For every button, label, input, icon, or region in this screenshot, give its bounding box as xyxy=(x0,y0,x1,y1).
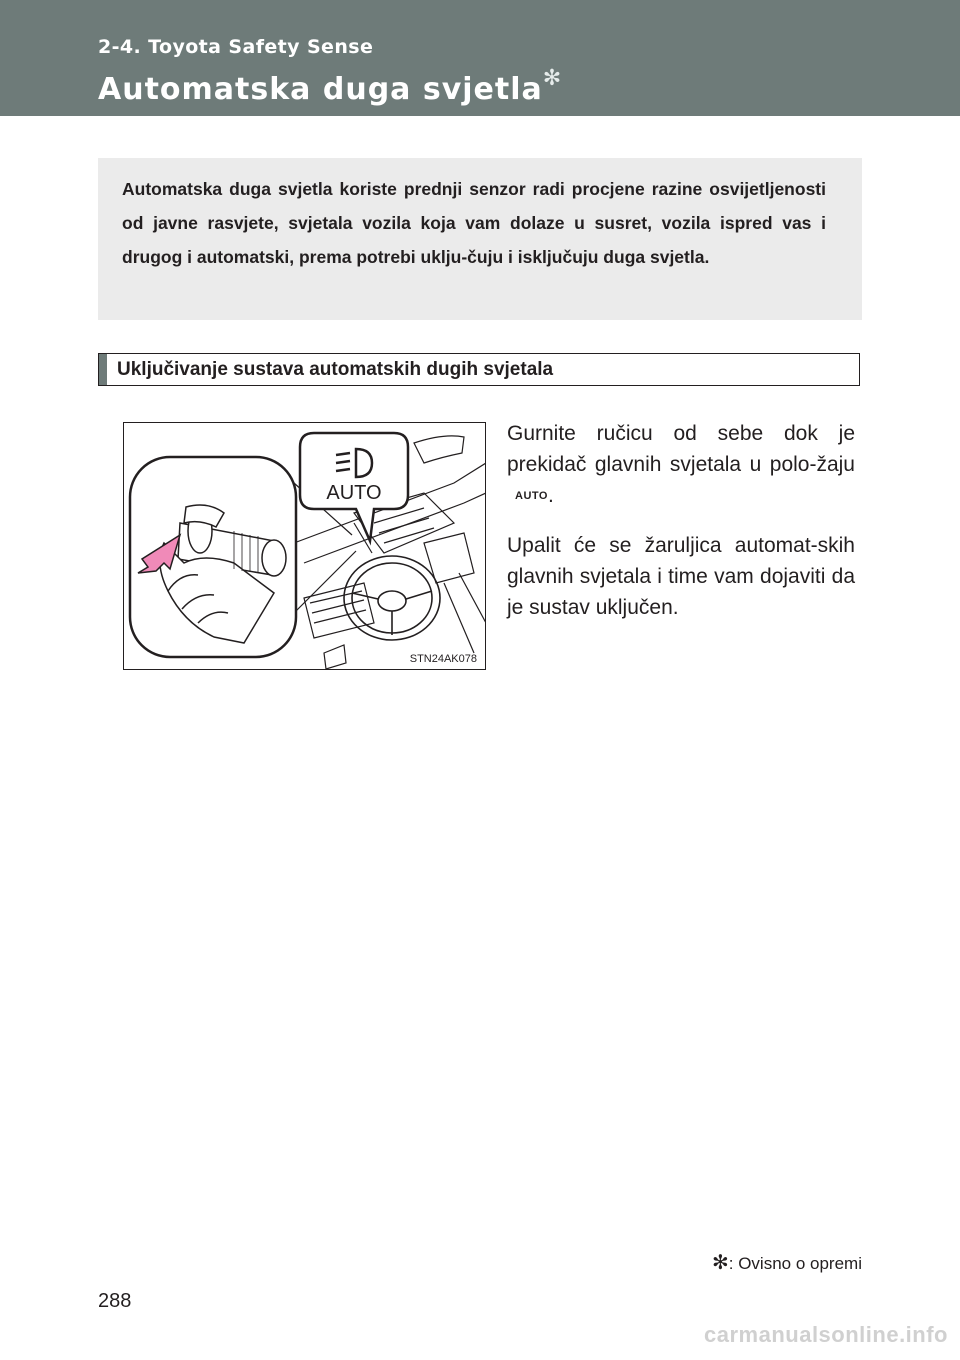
auto-position-symbol: AUTO xyxy=(515,490,548,502)
subheading-text: Uključivanje sustava automatskih dugih svjetala xyxy=(117,358,554,380)
footnote-mark: ✻ xyxy=(712,1252,729,1274)
instruction-end: . xyxy=(547,484,554,507)
page-number: 288 xyxy=(98,1290,132,1312)
subheading-bar xyxy=(99,354,107,385)
footnote-text: : Ovisno o opremi xyxy=(728,1254,862,1273)
result-paragraph: Upalit će se žaruljica automat-skih glavnih svjetala i time vam dojaviti da je sustav uključen. xyxy=(507,534,855,619)
page-title xyxy=(98,66,562,107)
figure-code: STN24AK078 xyxy=(409,653,477,665)
instruction-text: Gurnite ručicu od sebe dok je prekidač glavnih svjetala u polo-žaju xyxy=(507,422,855,476)
intro-text: Automatska duga svjetla koriste prednji senzor radi procjene razine osvijetljenosti od javne rasvjete, svjetala vozila koja vam dolaze u susret, vozila ispred vas i drugog i automatski, prema potrebi uklju-čuju i isključuju duga svjetla. xyxy=(122,179,826,267)
illustration-drawing xyxy=(124,423,486,670)
equipment-mark: ✻ xyxy=(542,66,563,91)
page-title-text: Automatska duga svjetla xyxy=(98,72,543,107)
instruction-paragraph xyxy=(507,418,855,512)
illustration xyxy=(123,422,486,670)
page-header xyxy=(0,0,960,116)
auto-switch-label: AUTO xyxy=(326,482,382,504)
section-label: 2-4. Toyota Safety Sense xyxy=(98,36,374,58)
watermark: carmanualsonline.info xyxy=(704,1322,948,1347)
footnote xyxy=(712,1250,862,1275)
subheading xyxy=(98,353,860,386)
intro-box xyxy=(98,158,862,320)
